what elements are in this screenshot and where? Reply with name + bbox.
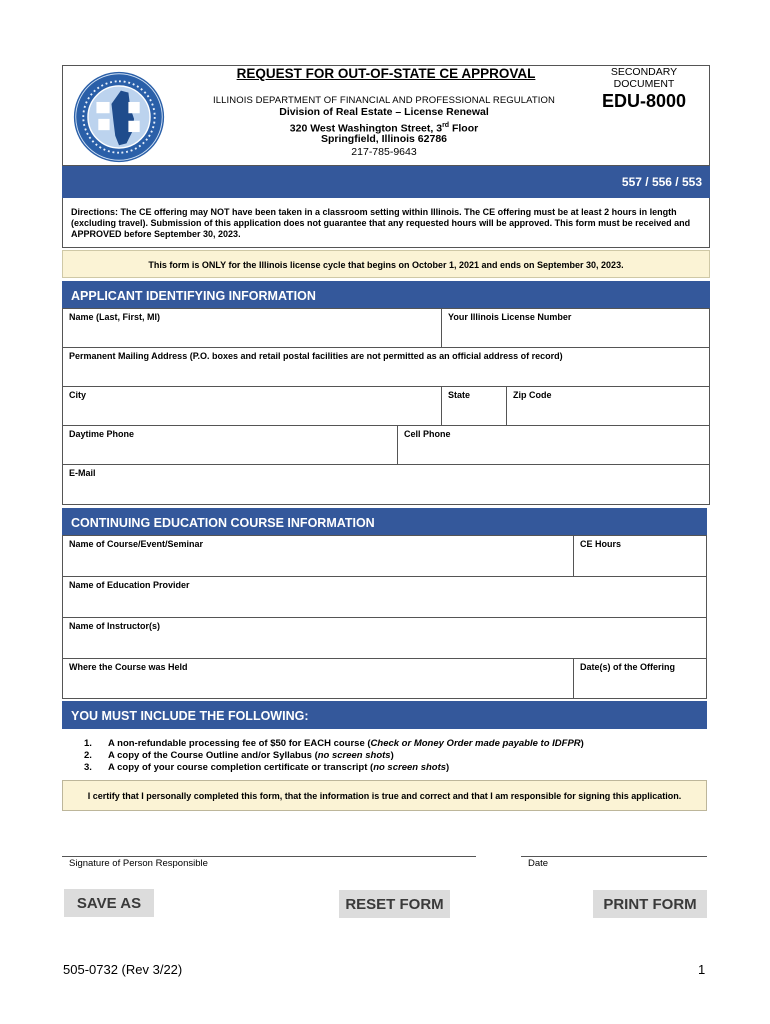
- name-field-label: Name (Last, First, MI): [69, 312, 161, 322]
- date-line[interactable]: [521, 856, 707, 857]
- license-cycle-notice: This form is ONLY for the Illinois license cycle that begins on October 1, 2021 and ends on September 30, 2023.: [62, 250, 710, 278]
- instructors-field[interactable]: [62, 617, 707, 659]
- document-code: EDU-8000: [601, 91, 687, 111]
- list-item-text: A copy of your course completion certificate or transcript (: [108, 762, 374, 773]
- state-field[interactable]: [441, 386, 507, 426]
- course-location-label: Where the Course was Held: [69, 662, 188, 672]
- daytime-phone-label: Daytime Phone: [69, 429, 135, 439]
- name-field[interactable]: [62, 308, 442, 348]
- reset-form-button[interactable]: RESET FORM: [339, 890, 450, 918]
- list-item-emphasis: no screen shots: [373, 762, 447, 773]
- signature-label: Signature of Person Responsible: [69, 858, 208, 869]
- offering-dates-field[interactable]: [573, 658, 707, 699]
- form-title: REQUEST FOR OUT-OF-STATE CE APPROVAL: [236, 66, 536, 81]
- course-name-field[interactable]: [62, 535, 574, 577]
- page-number: 1: [698, 962, 706, 977]
- education-provider-label: Name of Education Provider: [69, 580, 190, 590]
- list-item-number: 1.: [84, 738, 92, 749]
- agency-phone: 217-785-9643: [351, 146, 417, 158]
- state-label: State: [448, 390, 471, 400]
- division-name: Division of Real Estate – License Renewal: [279, 106, 489, 118]
- instructors-label: Name of Instructor(s): [69, 621, 161, 631]
- course-location-field[interactable]: [62, 658, 574, 699]
- list-item: [84, 762, 584, 774]
- applicant-section-heading: APPLICANT IDENTIFYING INFORMATION: [62, 281, 710, 309]
- list-item-emphasis: no screen shots: [317, 750, 391, 761]
- mailing-address-field[interactable]: [62, 347, 710, 387]
- email-label: E-Mail: [69, 468, 96, 478]
- city-state-zip: Springfield, Illinois 62786: [320, 133, 448, 145]
- course-section-heading: CONTINUING EDUCATION COURSE INFORMATION: [62, 508, 707, 536]
- agency-name: ILLINOIS DEPARTMENT OF FINANCIAL AND PROFESSIONAL REGULATION: [213, 95, 555, 106]
- list-item-tail: ): [390, 750, 394, 761]
- date-label: Date: [528, 858, 549, 869]
- license-codes-bar: 557 / 556 / 553: [62, 166, 710, 198]
- license-number-field[interactable]: [441, 308, 710, 348]
- street-address-sup: rd: [442, 122, 450, 129]
- zip-code-label: Zip Code: [513, 390, 552, 400]
- list-item-emphasis: Check or Money Order made payable to IDFPR: [370, 738, 581, 749]
- education-provider-field[interactable]: [62, 576, 707, 618]
- list-item-tail: ): [580, 738, 584, 749]
- list-item: [84, 750, 584, 762]
- ce-hours-label: CE Hours: [580, 539, 622, 549]
- form-number: 505-0732 (Rev 3/22): [63, 962, 183, 977]
- requirements-list: [84, 738, 584, 774]
- cell-phone-field[interactable]: [397, 425, 710, 465]
- requirements-heading: YOU MUST INCLUDE THE FOLLOWING:: [62, 701, 707, 729]
- email-field[interactable]: [62, 464, 710, 505]
- ce-hours-field[interactable]: [573, 535, 707, 577]
- cell-phone-label: Cell Phone: [404, 429, 451, 439]
- offering-dates-label: Date(s) of the Offering: [580, 662, 676, 672]
- street-address-main: 320 West Washington Street, 3: [289, 122, 443, 135]
- signature-line[interactable]: [62, 856, 476, 857]
- idfpr-seal-logo: [72, 70, 166, 164]
- certification-statement: I certify that I personally completed this form, that the information is true and correct and that I am responsible for signing this application.: [62, 780, 707, 811]
- list-item-text: A non-refundable processing fee of $50 for EACH course (: [108, 738, 371, 749]
- directions-text: Directions: The CE offering may NOT have been taken in a classroom setting within Illinois. The CE offering must be at least 2 hours in length (excluding travel). Submission of this application does not guarantee that any requested hours will be approved. This form must be received and APPROVED before September 30, 2023.: [62, 198, 710, 248]
- street-address-floor: Floor: [449, 122, 479, 135]
- city-label: City: [69, 390, 87, 400]
- list-item-number: 3.: [84, 762, 92, 773]
- list-item: [84, 738, 584, 750]
- daytime-phone-field[interactable]: [62, 425, 398, 465]
- secondary-document-label: [596, 66, 692, 90]
- print-form-button[interactable]: PRINT FORM: [593, 890, 707, 918]
- save-as-button[interactable]: SAVE AS: [64, 889, 154, 917]
- course-name-label: Name of Course/Event/Seminar: [69, 539, 204, 549]
- secondary-document-text: SECONDARY DOCUMENT: [610, 66, 678, 90]
- list-item-number: 2.: [84, 750, 92, 761]
- list-item-tail: ): [446, 762, 450, 773]
- zip-code-field[interactable]: [506, 386, 710, 426]
- city-field[interactable]: [62, 386, 442, 426]
- list-item-text: A copy of the Course Outline and/or Syllabus (: [108, 750, 318, 761]
- mailing-address-label: Permanent Mailing Address (P.O. boxes and retail postal facilities are not permitted as an official address of record): [69, 351, 563, 361]
- license-number-label: Your Illinois License Number: [448, 312, 572, 322]
